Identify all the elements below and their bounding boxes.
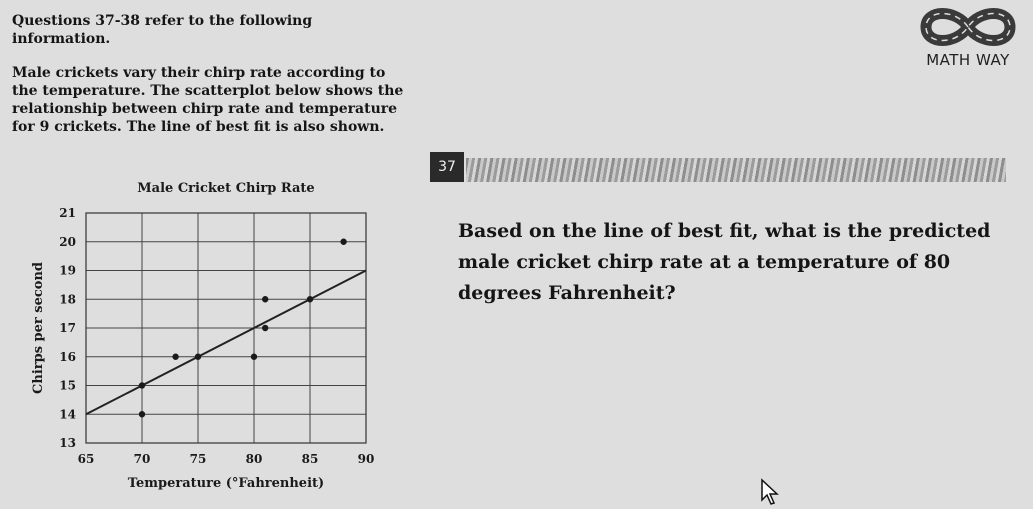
intro-text [12, 12, 412, 152]
x-axis-label: Temperature (°Fahrenheit) [127, 476, 325, 491]
logo-text: MATH WAY [926, 51, 1010, 69]
question-bar [430, 152, 1006, 182]
x-tick-label: 80 [245, 452, 263, 466]
x-tick-label: 65 [77, 452, 95, 466]
scatter-chart [0, 168, 420, 498]
infinity-icon [912, 3, 1024, 53]
y-tick-label: 19 [59, 263, 76, 278]
x-tick-label: 70 [133, 452, 151, 466]
y-axis-label: Chirps per second [31, 262, 46, 394]
y-tick-label: 18 [59, 292, 76, 307]
y-tick-label: 21 [59, 206, 76, 220]
y-tick-label: 17 [59, 321, 76, 335]
data-point [262, 296, 268, 302]
y-tick-label: 14 [59, 407, 76, 422]
question-text: Based on the line of best fit, what is the predicted male cricket chirp rate at a temperature of 80 degrees Fahrenheit? [458, 220, 991, 304]
data-point [139, 382, 145, 388]
data-point [251, 354, 257, 360]
x-tick-label: 85 [301, 452, 319, 466]
y-tick-label: 15 [59, 378, 76, 393]
mathway-logo [912, 3, 1024, 75]
data-point [172, 354, 178, 360]
x-tick-label: 90 [357, 452, 375, 466]
data-point [340, 239, 346, 245]
data-point [262, 325, 268, 331]
y-tick-label: 20 [59, 234, 76, 249]
intro-heading: Questions 37-38 refer to the following information. [12, 13, 313, 47]
chart-title: Male Cricket Chirp Rate [137, 181, 315, 196]
y-tick-label: 13 [59, 436, 76, 450]
best-fit-line [86, 271, 366, 415]
data-point [307, 296, 313, 302]
x-tick-label: 75 [189, 452, 207, 466]
question-number: 37 [430, 152, 464, 182]
intro-body: Male crickets vary their chirp rate according to the temperature. The scatterplot below shows the relationship between chirp rate and temperature for 9 crickets. The line of best fit is also shown. [12, 65, 404, 135]
data-point [139, 411, 145, 417]
question-stripe [466, 158, 1006, 182]
data-point [195, 354, 201, 360]
y-tick-label: 16 [59, 349, 76, 364]
mouse-cursor-icon [760, 478, 780, 506]
